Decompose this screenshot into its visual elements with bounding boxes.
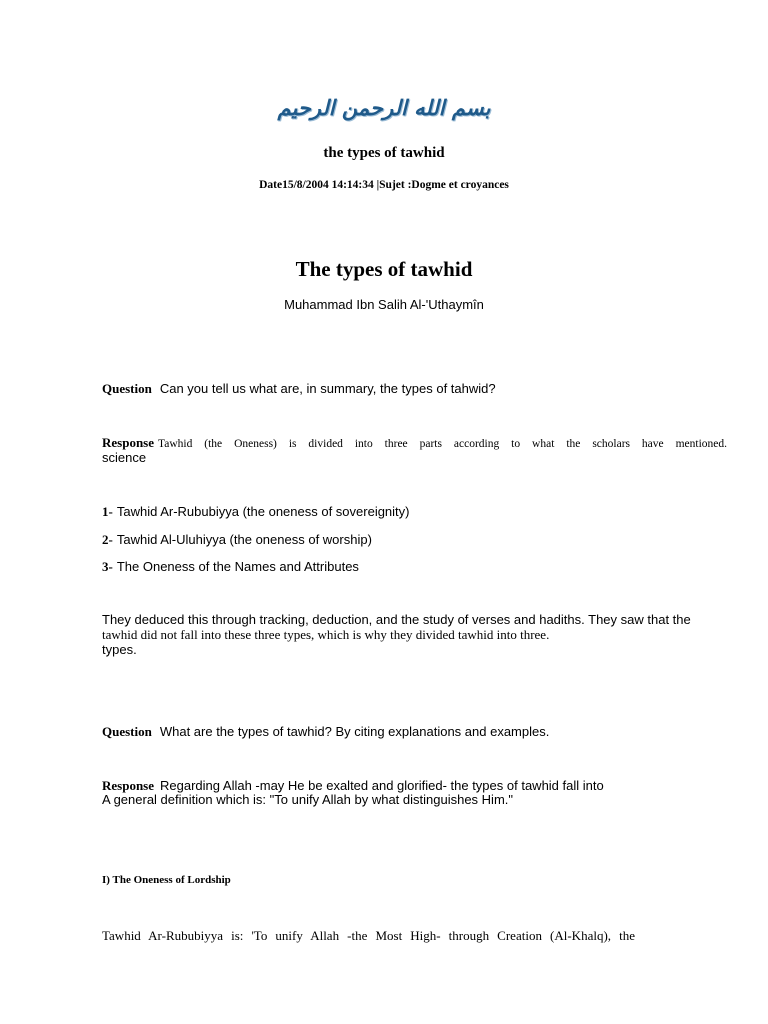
list-item bbox=[102, 531, 372, 549]
paragraph-line-3: types. bbox=[102, 642, 137, 657]
question-text: What are the types of tawhid? By citing explanations and examples. bbox=[159, 724, 550, 739]
document-title: The types of tawhid bbox=[295, 257, 473, 281]
question-1 bbox=[102, 380, 496, 398]
question-2 bbox=[102, 723, 549, 741]
list-item-number: 1- bbox=[102, 504, 113, 519]
response-label: Response bbox=[102, 435, 155, 450]
question-label: Question bbox=[102, 724, 152, 739]
section-text: Tawhid Ar-Rububiyya is: 'To unify Allah -the Most High- through Creation (Al-Khalq), the bbox=[102, 928, 635, 943]
response-text-line-1: Tawhid (the Oneness) is divided into three parts according to what the scholars have mentioned. bbox=[158, 438, 727, 450]
section-heading: I) The Oneness of Lordship bbox=[102, 874, 231, 886]
basmala-text: بسم الله الرحمن الرحيم bbox=[277, 96, 491, 120]
list-item-text: Tawhid Ar-Rububiyya (the oneness of sovereignity) bbox=[116, 504, 410, 519]
paragraph-line-2: tawhid did not fall into these three types, which is why they divided tawhid into three. bbox=[102, 627, 550, 642]
question-label: Question bbox=[102, 381, 152, 396]
response-1 bbox=[102, 434, 727, 452]
response-text-line-2: A general definition which is: "To unify Allah by what distinguishes Him." bbox=[102, 792, 513, 807]
list-item-number: 2- bbox=[102, 532, 113, 547]
response-label: Response bbox=[102, 778, 155, 793]
list-item-text: The Oneness of the Names and Attributes bbox=[116, 559, 359, 574]
paragraph-line-1: They deduced this through tracking, deduction, and the study of verses and hadiths. They saw that the bbox=[102, 612, 691, 627]
response-text-line-1: Regarding Allah -may He be exalted and glorified- the types of tawhid fall into bbox=[160, 778, 604, 793]
header-meta: Date15/8/2004 14:14:34 |Sujet :Dogme et croyances bbox=[259, 179, 509, 191]
list-item bbox=[102, 503, 410, 521]
list-item bbox=[102, 558, 359, 576]
basmala-calligraphy bbox=[0, 96, 768, 120]
header-title: the types of tawhid bbox=[323, 145, 445, 161]
list-item-number: 3- bbox=[102, 559, 113, 574]
list-item-text: Tawhid Al-Uluhiyya (the oneness of worship) bbox=[116, 532, 372, 547]
question-text: Can you tell us what are, in summary, the types of tahwid? bbox=[159, 381, 496, 396]
response-text-line-2: science bbox=[102, 450, 147, 465]
document-author: Muhammad Ibn Salih Al-'Uthaymîn bbox=[284, 297, 484, 312]
